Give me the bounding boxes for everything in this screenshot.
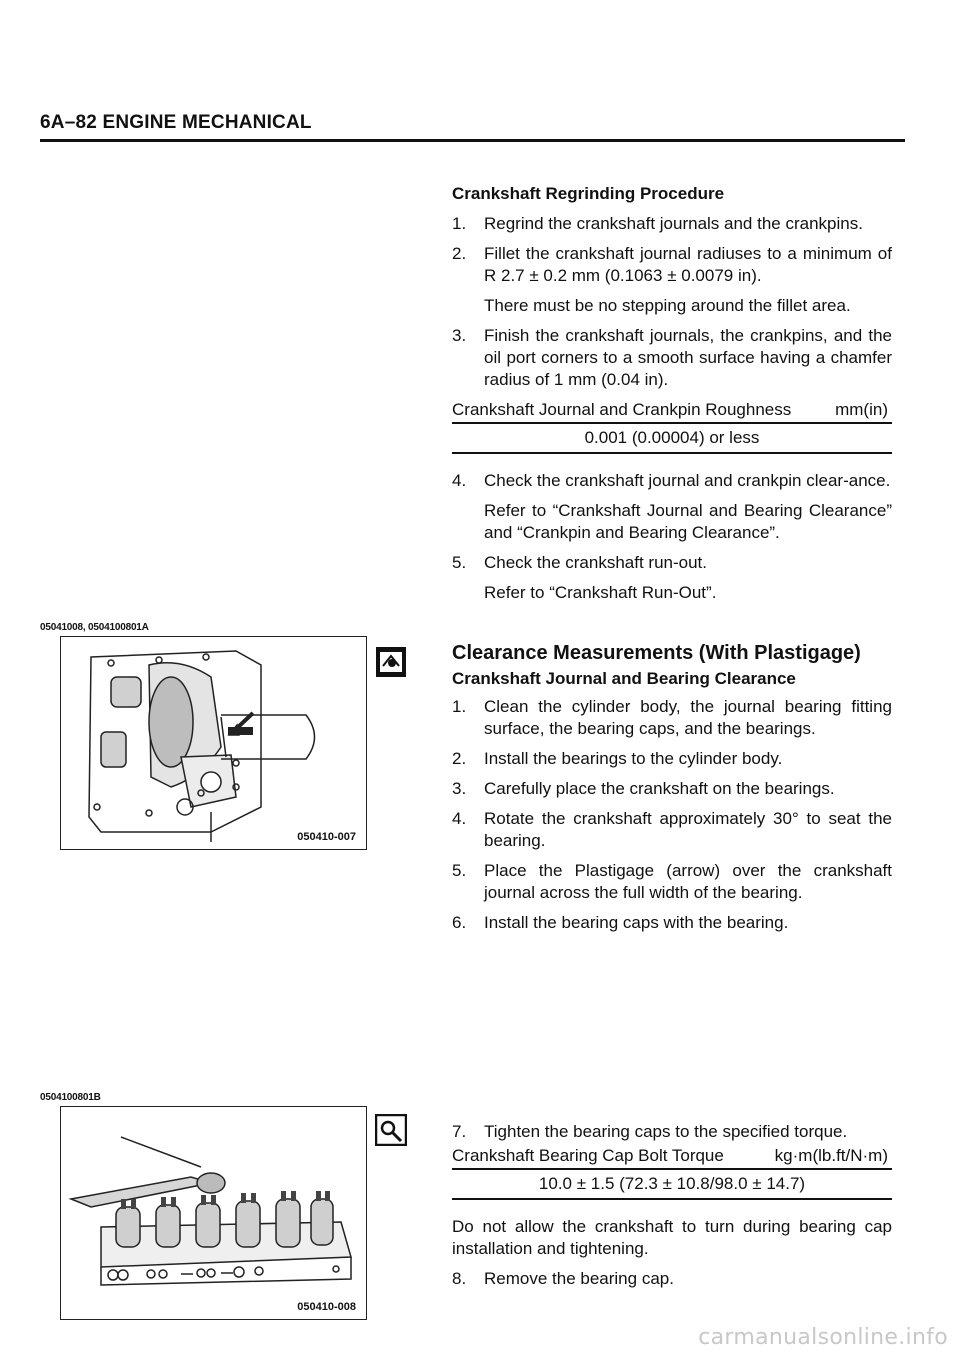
step-text: Fillet the crankshaft journal radiuses to a minimum of R 2.7 ± 0.2 mm (0.1063 ± 0.0079 in). [484,244,892,285]
spec-rule [452,1168,892,1170]
step-number: 4. [452,470,467,490]
header-rule [40,139,905,142]
step-number: 8. [452,1268,467,1288]
regrind-step-3 [452,325,892,391]
torque-spec [452,1145,892,1200]
clearance-step-3 [452,778,892,800]
roughness-spec [452,399,892,454]
regrind-section [452,183,892,612]
figure-1-number: 050410-007 [297,831,356,843]
regrind-note-5: Refer to “Crankshaft Run-Out”. [484,582,717,602]
page-header: 6A–82 ENGINE MECHANICAL [40,112,312,133]
figure-2-number: 050410-008 [297,1301,356,1313]
inspect-icon [375,646,407,678]
spec-label-row [452,399,892,421]
step-text: Install the bearings to the cylinder body. [484,749,783,768]
regrind-step-2 [452,243,892,287]
step-text: Check the crankshaft run-out. [484,552,708,572]
spec-label: Crankshaft Journal and Crankpin Roughness [452,400,792,419]
clearance-step-1 [452,696,892,740]
step-text: Carefully place the crankshaft on the bearings. [484,779,835,798]
step-number: 1. [452,697,467,716]
clearance-subheading: Crankshaft Journal and Bearing Clearance [452,669,796,688]
step-text: Tighten the bearing caps to the specified torque. [484,1122,848,1141]
step-number: 3. [452,326,467,345]
step-number: 5. [452,552,467,572]
torque-paragraph: Do not allow the crankshaft to turn during bearing cap installation and tightening. [452,1216,892,1258]
clearance-heading: Clearance Measurements (With Plastigage) [452,642,861,664]
spec-unit: kg·m(lb.ft/N·m) [774,1146,888,1165]
torque-step-7 [452,1121,892,1143]
figure-2-code: 0504100801B [40,1092,101,1103]
spec-value: 0.001 (0.00004) or less [584,427,760,447]
step-number: 7. [452,1122,467,1141]
step-number: 3. [452,779,467,798]
spec-rule [452,422,892,424]
regrind-note-2: There must be no stepping around the fillet area. [484,296,851,315]
step-number: 5. [452,861,467,880]
regrind-heading: Crankshaft Regrinding Procedure [452,184,725,203]
regrind-step-1 [452,213,892,235]
regrind-step-5 [452,552,892,574]
clearance-section [452,642,892,942]
spec-label: Crankshaft Bearing Cap Bolt Torque [452,1146,724,1165]
clearance-step-2 [452,748,892,770]
clearance-step-5 [452,860,892,904]
step-text: Remove the bearing cap. [484,1268,674,1288]
watermark: carmanualsonline.info [698,1325,948,1350]
spec-label-row [452,1145,892,1167]
regrind-step-4 [452,470,892,492]
spec-unit: mm(in) [835,400,888,419]
torque-section [452,1121,892,1298]
step-text: Place the Plastigage (arrow) over the crankshaft journal across the full width of the bearing. [484,861,892,902]
step-text: Rotate the crankshaft approximately 30° to seat the bearing. [484,809,892,850]
step-number: 4. [452,809,467,828]
spec-value: 10.0 ± 1.5 (72.3 ± 10.8/98.0 ± 14.7) [538,1173,806,1193]
step-text: Check the crankshaft journal and crankpin clear-ance. [484,470,891,490]
step-text: Install the bearing caps with the bearing. [484,913,789,932]
step-number: 1. [452,214,467,233]
torque-wrench-icon [375,1114,407,1146]
figure-1-code: 05041008, 0504100801A [40,622,149,633]
step-number: 2. [452,749,467,768]
step-text: Finish the crankshaft journals, the crankpins, and the oil port corners to a smooth surface having a chamfer radius of 1 mm (0.04 in). [484,326,892,389]
bearing-cap-torque-illustration [61,1107,366,1319]
step-text: Clean the cylinder body, the journal bearing fitting surface, the bearing caps, and the bearings. [484,697,892,738]
step-text: Regrind the crankshaft journals and the crankpins. [484,214,863,233]
clearance-step-6 [452,912,892,934]
figure-2 [60,1106,367,1320]
torque-step-8 [452,1268,892,1290]
step-number: 6. [452,913,467,932]
crankshaft-plastigage-illustration [61,637,366,849]
clearance-step-4 [452,808,892,852]
figure-1 [60,636,367,850]
step-number: 2. [452,244,467,263]
regrind-note-4: Refer to “Crankshaft Journal and Bearing Clearance” and “Crankpin and Bearing Clearance”. [484,500,892,542]
